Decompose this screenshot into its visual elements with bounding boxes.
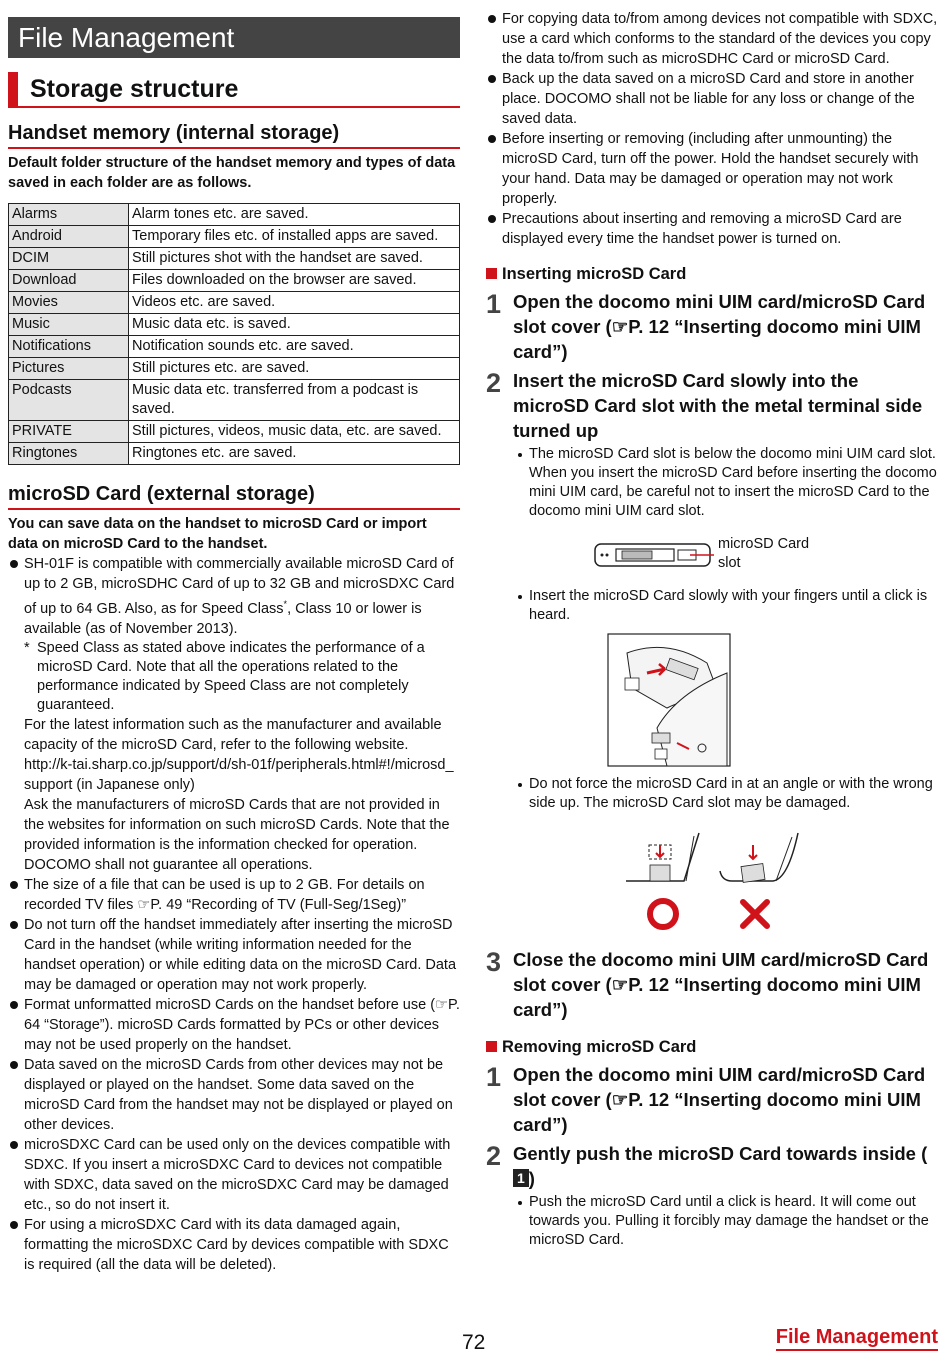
support-url: http://k-tai.sharp.co.jp/support/d/sh-01f/peripherals.html#!/microsd_support (in Japanese only): [24, 756, 454, 793]
precaution-bullets: [486, 9, 938, 249]
folder-name: Notifications: [9, 336, 129, 358]
insert-step-3: 3 Close the docomo mini UIM card/microSD Card slot cover (☞P. 12 “Inserting docomo mini UIM card”): [486, 947, 929, 1020]
folder-desc: Temporary files etc. of installed apps are saved.: [129, 226, 460, 248]
insert-step-2: 2 Insert the microSD Card slowly into the microSD Card slot with the metal terminal side turned up: [486, 368, 923, 441]
chapter-title: File Management: [8, 17, 460, 58]
reference-icon: ☞: [137, 896, 151, 913]
microsd-intro: You can save data on the handset to microSD Card or import data on microSD Card to the handset.: [8, 516, 427, 552]
correct-insertion-illustration: [624, 831, 704, 901]
ask-manufacturers: Ask the manufacturers of microSD Cards that are not provided in the websites for information on such microSD Cards. Note that the provided information is the information checked for operation. DOCOMO shall not guarantee all operations.: [24, 796, 450, 873]
step-number-badge: 1: [513, 1169, 529, 1187]
folder-desc: Still pictures, videos, music data, etc. are saved.: [129, 421, 460, 443]
reference-icon: ☞: [435, 996, 449, 1013]
removing-heading: Removing microSD Card: [486, 1036, 938, 1058]
folder-name: Pictures: [9, 358, 129, 380]
table-row: [9, 292, 460, 314]
footer-chapter-link[interactable]: File Management: [776, 1326, 938, 1351]
folder-name: Music: [9, 314, 129, 336]
list-item: Do not turn off the handset immediately after inserting the microSD Card in the handset (while writing information needed for the handset operation) or while editing data on the microSD Card. Data may be damaged or operation may not work properly.: [8, 915, 460, 995]
folder-table: [8, 203, 460, 465]
insert-step-2-notes-2: [513, 587, 938, 625]
handset-edge-illustration: [594, 541, 714, 571]
folder-name: Alarms: [9, 204, 129, 226]
microsd-bullets-2: [8, 875, 460, 1275]
folder-desc: Still pictures etc. are saved.: [129, 358, 460, 380]
list-item: Push the microSD Card until a click is heard. It will come out towards you. Pulling it forcibly may damage the handset or the microSD Card.: [513, 1193, 938, 1250]
list-item: Do not force the microSD Card in at an angle or with the wrong side up. The microSD Card slot may be damaged.: [513, 775, 938, 813]
folder-desc: Ringtones etc. are saved.: [129, 443, 460, 465]
reference-icon: ☞: [611, 974, 629, 995]
card-insertion-illustration: [607, 633, 731, 767]
inserting-heading: Inserting microSD Card: [486, 263, 938, 285]
table-row: [9, 443, 460, 465]
page-number: 72: [462, 1331, 486, 1354]
section-title: Storage structure: [8, 72, 460, 108]
folder-desc: Files downloaded on the browser are saved.: [129, 270, 460, 292]
correct-circle-icon: [646, 897, 680, 931]
remove-step-2: 2 Gently push the microSD Card towards inside (1 ): [486, 1141, 928, 1189]
insert-step-2-notes-3: [513, 775, 938, 813]
list-item: Precautions about inserting and removing a microSD Card are displayed every time the handset power is turned on.: [486, 209, 938, 249]
insert-step-2-notes: [513, 445, 938, 521]
folder-name: Podcasts: [9, 380, 129, 421]
square-marker-icon: [486, 268, 497, 279]
microsd-heading: microSD Card (external storage): [8, 483, 460, 510]
folder-name: Movies: [9, 292, 129, 314]
left-column: [8, 0, 460, 1275]
square-marker-icon: [486, 1041, 497, 1052]
latest-info: For the latest information such as the manufacturer and available capacity of the microSD Card, refer to the following website.: [24, 716, 442, 753]
folder-name: Ringtones: [9, 443, 129, 465]
remove-step-2-notes: [513, 1193, 938, 1250]
list-item: For using a microSDXC Card with its data damaged again, formatting the microSDXC Card by devices compatible with SDXC is required (all the data will be deleted).: [8, 1215, 460, 1275]
folder-name: Android: [9, 226, 129, 248]
folder-desc: Videos etc. are saved.: [129, 292, 460, 314]
table-row: [9, 336, 460, 358]
remove-step-1: 1 Open the docomo mini UIM card/microSD Card slot cover (☞P. 12 “Inserting docomo mini UIM card”): [486, 1062, 926, 1135]
table-row: [9, 358, 460, 380]
slot-figure: [486, 535, 938, 579]
wrong-cross-icon: [738, 897, 772, 931]
table-row: [9, 314, 460, 336]
list-item: Before inserting or removing (including after unmounting) the microSD Card, turn off the power. Hold the handset securely with your hand. Data may be damaged or operation may not work properly.: [486, 129, 938, 209]
table-row: [9, 270, 460, 292]
right-column: [486, 9, 938, 1250]
list-item: microSDXC Card can be used only on the devices compatible with SDXC. If you insert a microSDXC Card to devices not compatible with SDXC, data saved on the microSDXC Card may be damaged etc., so do not insert it.: [8, 1135, 460, 1215]
list-item: Insert the microSD Card slowly with your fingers until a click is heard.: [513, 587, 938, 625]
table-row: [9, 248, 460, 270]
list-item: Format unformatted microSD Cards on the handset before use (☞P. 64 “Storage”). microSD Cards formatted by PCs or other devices may not be used properly on the handset.: [8, 995, 460, 1055]
list-item: Back up the data saved on a microSD Card and store in another place. DOCOMO shall not be liable for any loss or change of the saved data.: [486, 69, 938, 129]
handset-heading: Handset memory (internal storage): [8, 122, 460, 149]
correct-wrong-figure: [486, 819, 938, 937]
folder-name: DCIM: [9, 248, 129, 270]
folder-desc: Notification sounds etc. are saved.: [129, 336, 460, 358]
table-row: [9, 380, 460, 421]
list-item: SH-01F is compatible with commercially available microSD Card of up to 2 GB, microSDHC Card of up to 32 GB and microSDXC Card of up to 64 GB. Also, as for Speed Class*, Class 10 or lower is available (as of November 2013).: [8, 554, 460, 639]
reference-icon: ☞: [611, 1089, 629, 1110]
slot-label: microSD Card slot: [718, 536, 810, 571]
folder-desc: Still pictures shot with the handset are saved.: [129, 248, 460, 270]
microsd-bullets: [8, 554, 460, 639]
wrong-insertion-illustration: [718, 831, 808, 901]
reference-icon: ☞: [611, 316, 629, 337]
folder-name: Download: [9, 270, 129, 292]
list-item: For copying data to/from among devices not compatible with SDXC, use a card which conforms to the standard of the devices you copy the data to/from such as microSDHC Card or microSD Card.: [486, 9, 938, 69]
folder-desc: Alarm tones etc. are saved.: [129, 204, 460, 226]
table-row: [9, 421, 460, 443]
folder-desc: Music data etc. transferred from a podcast is saved.: [129, 380, 460, 421]
list-item: The size of a file that can be used is up to 2 GB. For details on recorded TV files ☞P. 49 “Recording of TV (Full-Seg/1Seg)”: [8, 875, 460, 915]
table-row: [9, 204, 460, 226]
table-row: [9, 226, 460, 248]
folder-name: PRIVATE: [9, 421, 129, 443]
folder-desc: Music data etc. is saved.: [129, 314, 460, 336]
list-item: The microSD Card slot is below the docomo mini UIM card slot. When you insert the microSD Card before inserting the docomo mini UIM card, be careful not to insert the microSD Card to the docomo mini UIM card slot.: [513, 445, 938, 521]
insert-step-1: 1 Open the docomo mini UIM card/microSD Card slot cover (☞P. 12 “Inserting docomo mini UIM card”): [486, 289, 926, 362]
handset-intro: Default folder structure of the handset memory and types of data saved in each folder are as follows.: [8, 155, 456, 191]
speed-class-note: * Speed Class as stated above indicates the performance of a microSD Card. Note that all the operations related to the performance indicated by Speed Class are not completely guaranteed.: [24, 639, 425, 713]
list-item: Data saved on the microSD Cards from other devices may not be displayed or played on the handset. Some data saved on the microSD Card from the handset may not be displayed or played on other devices.: [8, 1055, 460, 1135]
